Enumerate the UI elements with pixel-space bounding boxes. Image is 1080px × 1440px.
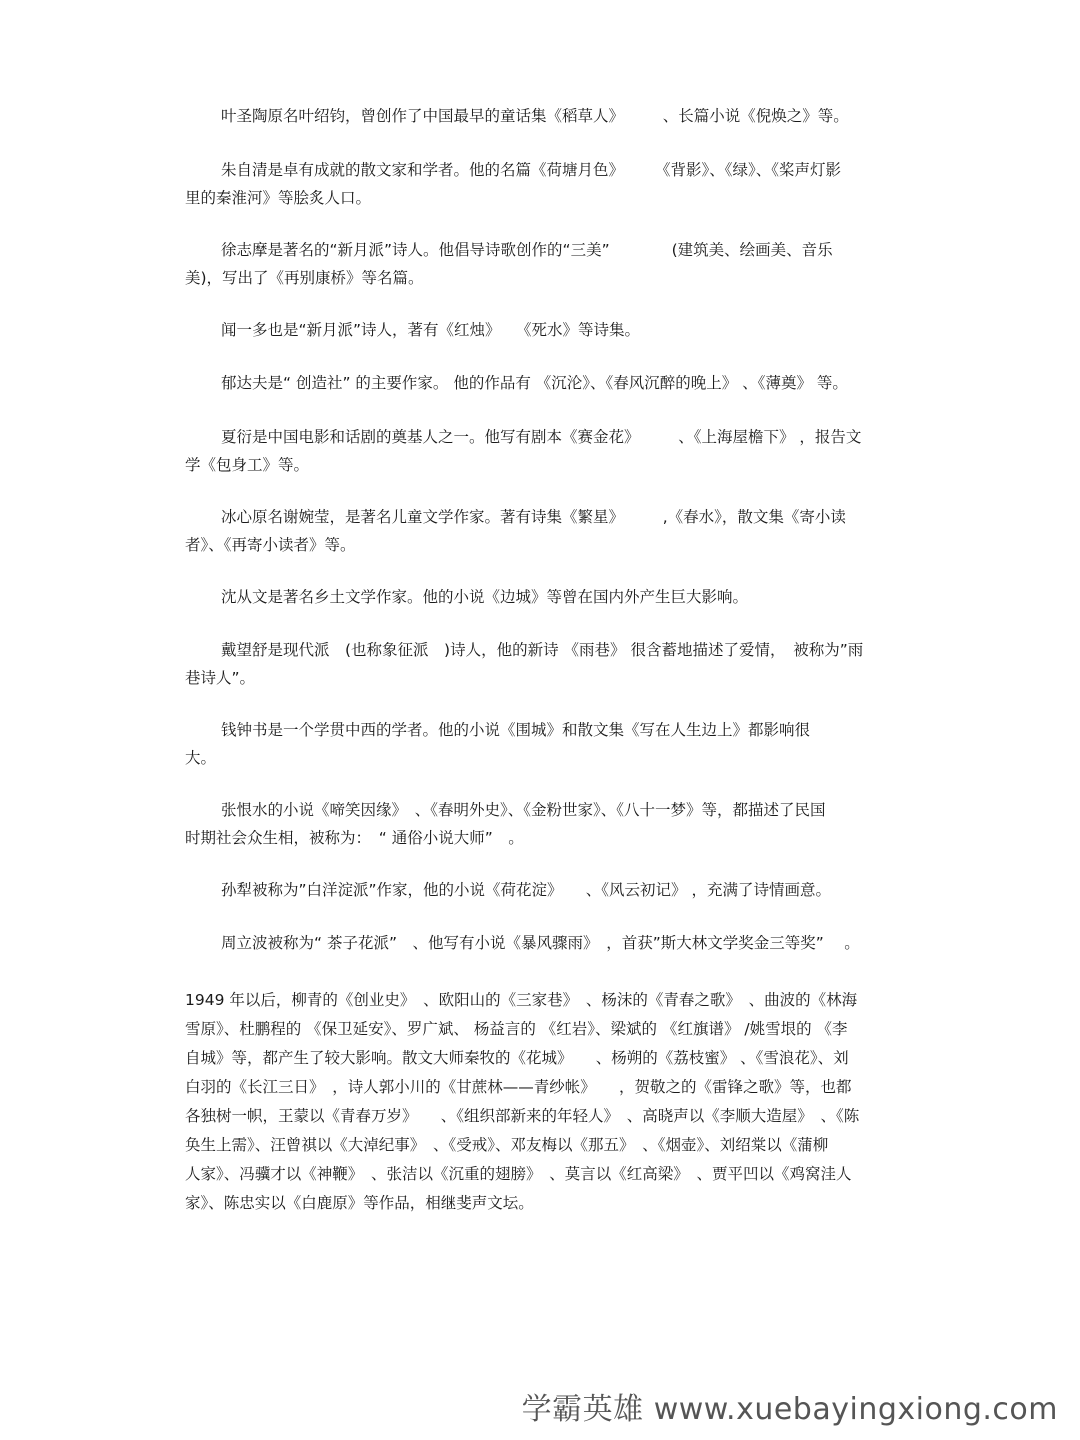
text-line: 学《包身工》等。 — [185, 456, 310, 474]
text-line: 闻一多也是“新月派”诗人，著有《红烛》 《死水》等诗集。 — [221, 321, 641, 339]
paragraph-shen-congwen — [185, 583, 895, 611]
text-line: 夏衍是中国电影和话剧的奠基人之一。他写有剧本《赛金花》 、《上海屋檐下》 ，报告文 — [221, 428, 862, 446]
text-line: 朱自清是卓有成就的散文家和学者。他的名篇《荷塘月色》 《背影》、《绿》、《桨声灯影 — [221, 161, 842, 179]
text-line: 自城》等，都产生了较大影响。散文大师秦牧的《花城》 、杨朔的《荔枝蜜》 、《雪浪花》、刘 — [185, 1049, 849, 1067]
text-line: 者》、《再寄小读者》等。 — [185, 536, 356, 554]
text-line: 家》、陈忠实以《白鹿原》等作品，相继斐声文坛。 — [185, 1194, 534, 1212]
text-line: 时期社会众生相，被称为： “ 通俗小说大师” 。 — [185, 829, 524, 847]
paragraph-xia-yan — [185, 423, 895, 479]
paragraph-wen-yiduo — [185, 316, 895, 344]
text-line: 1949 年以后，柳青的《创业史》 、欧阳山的《三家巷》 、杨沫的《青春之歌》 、曲波的《林海 — [185, 991, 858, 1009]
paragraph-zhang-henshui — [185, 796, 895, 852]
text-line: 叶圣陶原名叶绍钧，曾创作了中国最早的童话集《稻草人》 、长篇小说《倪焕之》等。 — [221, 107, 849, 125]
text-line: 白羽的《长江三日》 ，诗人郭小川的《甘蔗林——青纱帐》 ，贺敬之的《雷锋之歌》等，也都 — [185, 1078, 852, 1096]
text-line: 钱钟书是一个学贯中西的学者。他的小说《围城》和散文集《写在人生边上》都影响很 — [221, 721, 811, 739]
paragraph-zhu-ziqing — [185, 156, 895, 212]
text-line: 奂生上需》、汪曾祺以《大淖纪事》 、《受戒》、邓友梅以《那五》 、《烟壶》、刘绍棠以《蒲柳 — [185, 1136, 829, 1154]
paragraph-after-1949 — [185, 986, 895, 1218]
watermark: 学霸英雄 www.xuebayingxiong.com — [521, 1392, 1058, 1427]
text-line: 孙犁被称为”白洋淀派”作家，他的小说《荷花淀》 、《风云初记》 ，充满了诗情画意。 — [221, 881, 831, 899]
paragraph-xu-zhimo — [185, 236, 895, 292]
text-line: 美)，写出了《再别康桥》等名篇。 — [185, 269, 424, 287]
text-line: 各独树一帜，王蒙以《青春万岁》 、《组织部新来的年轻人》 、高晓声以《李顺大造屋》 、《陈 — [185, 1107, 860, 1125]
text-line: 郁达夫是“ 创造社” 的主要作家。 他的作品有 《沉沦》、《春风沉醉的晚上》 、《薄奠》 等。 — [221, 374, 848, 392]
text-line: 周立波被称为“ 茶子花派” 、他写有小说《暴风骤雨》 ，首获”斯大林文学奖金三等奖” 。 — [221, 934, 860, 952]
text-line: 巷诗人”。 — [185, 669, 256, 687]
text-line: 雪原》、杜鹏程的 《保卫延安》、罗广斌、 杨益言的 《红岩》、梁斌的 《红旗谱》 /姚雪垠的 《李 — [185, 1020, 848, 1038]
text-line: 大。 — [185, 749, 217, 767]
text-line: 沈从文是著名乡土文学作家。他的小说《边城》等曾在国内外产生巨大影响。 — [221, 588, 749, 606]
text-line: 徐志摩是著名的“新月派”诗人。他倡导诗歌创作的“三美” (建筑美、绘画美、音乐 — [221, 241, 833, 259]
paragraph-dai-wangshu — [185, 636, 895, 692]
text-line: 冰心原名谢婉莹，是著名儿童文学作家。著有诗集《繁星》 ,《春水》，散文集《寄小读 — [221, 508, 846, 526]
text-line: 张恨水的小说《啼笑因缘》 、《春明外史》、《金粉世家》、《八十一梦》等，都描述了民国 — [221, 801, 826, 819]
text-line: 里的秦淮河》等脍炙人口。 — [185, 189, 372, 207]
text-line: 人家》、冯骥才以《神鞭》 、张洁以《沉重的翅膀》 、莫言以《红高梁》 、贾平凹以《鸡窝洼人 — [185, 1165, 852, 1183]
paragraph-bing-xin — [185, 503, 895, 559]
paragraph-qian-zhongshu — [185, 716, 895, 772]
paragraph-yu-dafu — [185, 369, 895, 397]
paragraph-zhou-libo — [185, 929, 895, 957]
paragraph-sun-li — [185, 876, 895, 904]
paragraph-ye-shengtao — [185, 102, 895, 130]
text-line: 戴望舒是现代派 (也称象征派 )诗人，他的新诗 《雨巷》 很含蓄地描述了爱情， 被称为”雨 — [221, 641, 864, 659]
